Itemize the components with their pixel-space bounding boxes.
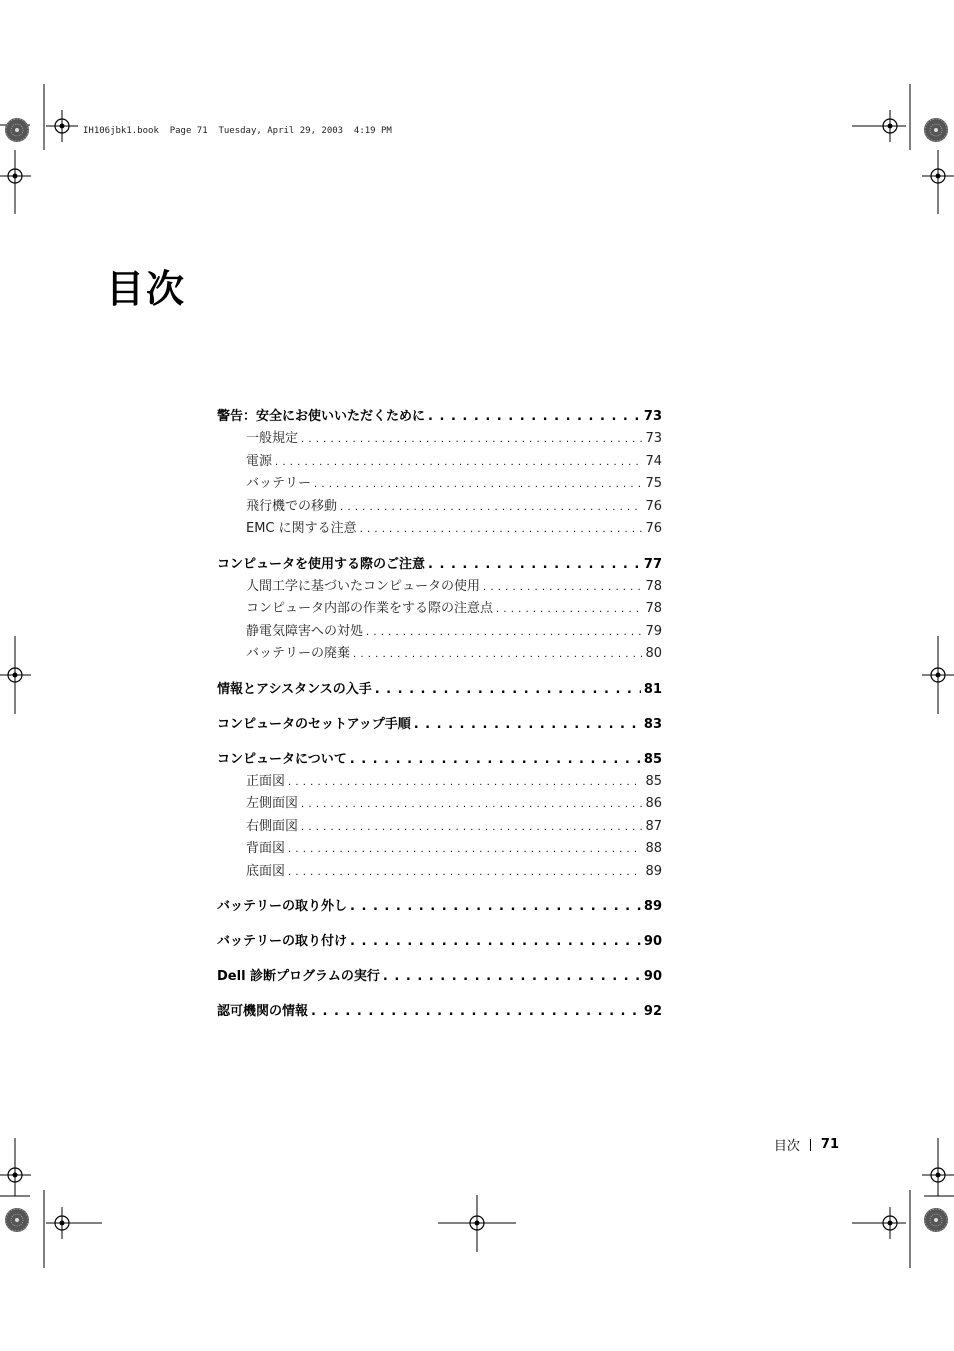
- toc-dot-leader: [350, 934, 641, 949]
- toc-entry-label: 静電気障害への対処: [246, 623, 364, 639]
- toc-dot-leader: [288, 777, 642, 788]
- toc-entry-label: バッテリー: [246, 476, 312, 491]
- star-target-icon: [5, 118, 29, 142]
- toc-subsection-entry[interactable]: [217, 815, 662, 838]
- toc-section-entry[interactable]: [217, 748, 662, 770]
- footer-section-label: 目次: [773, 1139, 800, 1154]
- toc-entry-page: 89: [643, 899, 662, 914]
- toc-entry-label: 認可機関の情報: [217, 1004, 309, 1019]
- toc-entry-page: 90: [643, 934, 662, 949]
- toc-entry-label: 情報とアシスタンスの入手: [217, 681, 372, 697]
- toc-entry-label: Dell 診断プログラムの実行: [217, 969, 380, 984]
- toc-dot-leader: [301, 799, 642, 810]
- toc-entry-page: 78: [645, 578, 662, 594]
- toc-subsection-entry[interactable]: [217, 517, 662, 540]
- toc-section-entry[interactable]: [217, 1000, 662, 1022]
- toc-subsection-entry[interactable]: [217, 860, 662, 883]
- toc-entry-page: 88: [645, 841, 662, 856]
- registration-mark-icon: [0, 1159, 31, 1191]
- toc-entry-page: 76: [645, 498, 662, 514]
- toc-entry-page: 81: [643, 681, 662, 697]
- registration-mark-icon: [874, 110, 906, 142]
- footer-divider: [810, 1139, 811, 1151]
- toc-entry-page: 87: [645, 818, 662, 834]
- toc-dot-leader: [301, 434, 642, 445]
- toc-entry-page: 78: [645, 601, 662, 616]
- toc-dot-leader: [375, 682, 641, 697]
- toc-subsection-entry[interactable]: [217, 642, 662, 665]
- star-target-icon: [5, 1208, 29, 1232]
- toc-entry-page: 74: [645, 453, 662, 469]
- toc-entry-label: コンピュータについて: [217, 751, 347, 767]
- toc-subsection-entry[interactable]: [217, 837, 662, 860]
- toc-dot-leader: [496, 604, 642, 615]
- toc-entry-label: EMC に関する注意: [246, 521, 357, 536]
- toc-section-entry[interactable]: [217, 405, 662, 427]
- print-info-header: IH106jbk1.book Page 71 Tuesday, April 29, 2003 4:19 PM: [83, 126, 392, 136]
- toc-entry-label: 人間工学に基づいたコンピュータの使用: [246, 578, 481, 594]
- toc-section-entry[interactable]: [217, 930, 662, 952]
- toc-entry-page: 76: [645, 521, 662, 536]
- toc-section-entry[interactable]: [217, 553, 662, 575]
- toc-entry-page: 89: [645, 863, 662, 879]
- toc-subsection-entry[interactable]: [217, 472, 662, 495]
- toc-entry-page: 79: [645, 623, 662, 639]
- toc-entry-page: 80: [645, 646, 662, 661]
- toc-entry-page: 75: [645, 476, 662, 491]
- registration-mark-icon: [0, 659, 31, 691]
- toc-entry-label: バッテリーの取り外し: [217, 899, 348, 914]
- toc-entry-label: 一般規定: [246, 431, 299, 446]
- toc-dot-leader: [314, 479, 642, 490]
- toc-entry-page: 90: [643, 969, 662, 984]
- registration-mark-icon: [922, 1159, 954, 1191]
- toc-section-entry[interactable]: [217, 713, 662, 735]
- toc-entry-label: 飛行機での移動: [246, 498, 338, 514]
- toc-entry-label: 背面図: [246, 841, 286, 856]
- toc-dot-leader: [428, 409, 641, 424]
- toc-subsection-entry[interactable]: [217, 597, 662, 620]
- table-of-contents: [217, 405, 662, 1022]
- toc-dot-leader: [428, 557, 641, 572]
- registration-mark-icon: [922, 659, 954, 691]
- toc-entry-label: 左側面図: [246, 796, 299, 811]
- toc-entry-label: 電源: [246, 453, 273, 469]
- toc-subsection-entry[interactable]: [217, 495, 662, 518]
- toc-subsection-entry[interactable]: [217, 450, 662, 473]
- toc-entry-page: 83: [643, 716, 662, 732]
- toc-dot-leader: [301, 822, 642, 833]
- toc-subsection-entry[interactable]: [217, 792, 662, 815]
- toc-dot-leader: [350, 899, 641, 914]
- toc-entry-label: コンピュータを使用する際のご注意: [217, 556, 426, 572]
- toc-dot-leader: [288, 844, 642, 855]
- toc-subsection-entry[interactable]: [217, 575, 662, 598]
- registration-mark-icon: [46, 110, 78, 142]
- toc-subsection-entry[interactable]: [217, 620, 662, 643]
- toc-subsection-entry[interactable]: [217, 770, 662, 793]
- star-target-icon: [924, 118, 948, 142]
- toc-dot-leader: [275, 457, 642, 468]
- toc-dot-leader: [414, 717, 641, 732]
- toc-dot-leader: [350, 752, 641, 767]
- toc-entry-page: 77: [643, 556, 662, 572]
- toc-entry-label: 底面図: [246, 863, 286, 879]
- toc-entry-page: 86: [645, 796, 662, 811]
- toc-entry-page: 85: [645, 773, 662, 789]
- page-title: 目次: [106, 267, 187, 311]
- toc-dot-leader: [366, 627, 642, 638]
- toc-entry-page: 92: [643, 1004, 662, 1019]
- toc-subsection-entry[interactable]: [217, 427, 662, 450]
- star-target-icon: [924, 1208, 948, 1232]
- toc-entry-label: バッテリーの廃棄: [246, 646, 351, 661]
- toc-dot-leader: [383, 969, 641, 984]
- page-number: 71: [820, 1137, 839, 1152]
- toc-entry-label: バッテリーの取り付け: [217, 934, 348, 949]
- toc-entry-label: コンピュータ内部の作業をする際の注意点: [246, 601, 494, 616]
- toc-section-entry[interactable]: [217, 678, 662, 700]
- toc-entry-page: 73: [645, 431, 662, 446]
- toc-dot-leader: [360, 524, 643, 535]
- toc-dot-leader: [311, 1004, 641, 1019]
- toc-section-entry[interactable]: [217, 895, 662, 917]
- toc-entry-page: 73: [643, 409, 662, 424]
- toc-entry-label: 正面図: [246, 773, 286, 789]
- toc-dot-leader: [353, 649, 642, 660]
- toc-entry-label: 警告：安全にお使いいただくために: [217, 409, 426, 424]
- page-footer: [774, 1135, 839, 1154]
- toc-entry-label: コンピュータのセットアップ手順: [217, 716, 411, 732]
- toc-entry-page: 85: [643, 751, 662, 767]
- toc-dot-leader: [288, 867, 642, 878]
- toc-dot-leader: [340, 502, 642, 513]
- toc-entry-label: 右側面図: [246, 818, 299, 834]
- toc-dot-leader: [483, 582, 642, 593]
- toc-section-entry[interactable]: [217, 965, 662, 987]
